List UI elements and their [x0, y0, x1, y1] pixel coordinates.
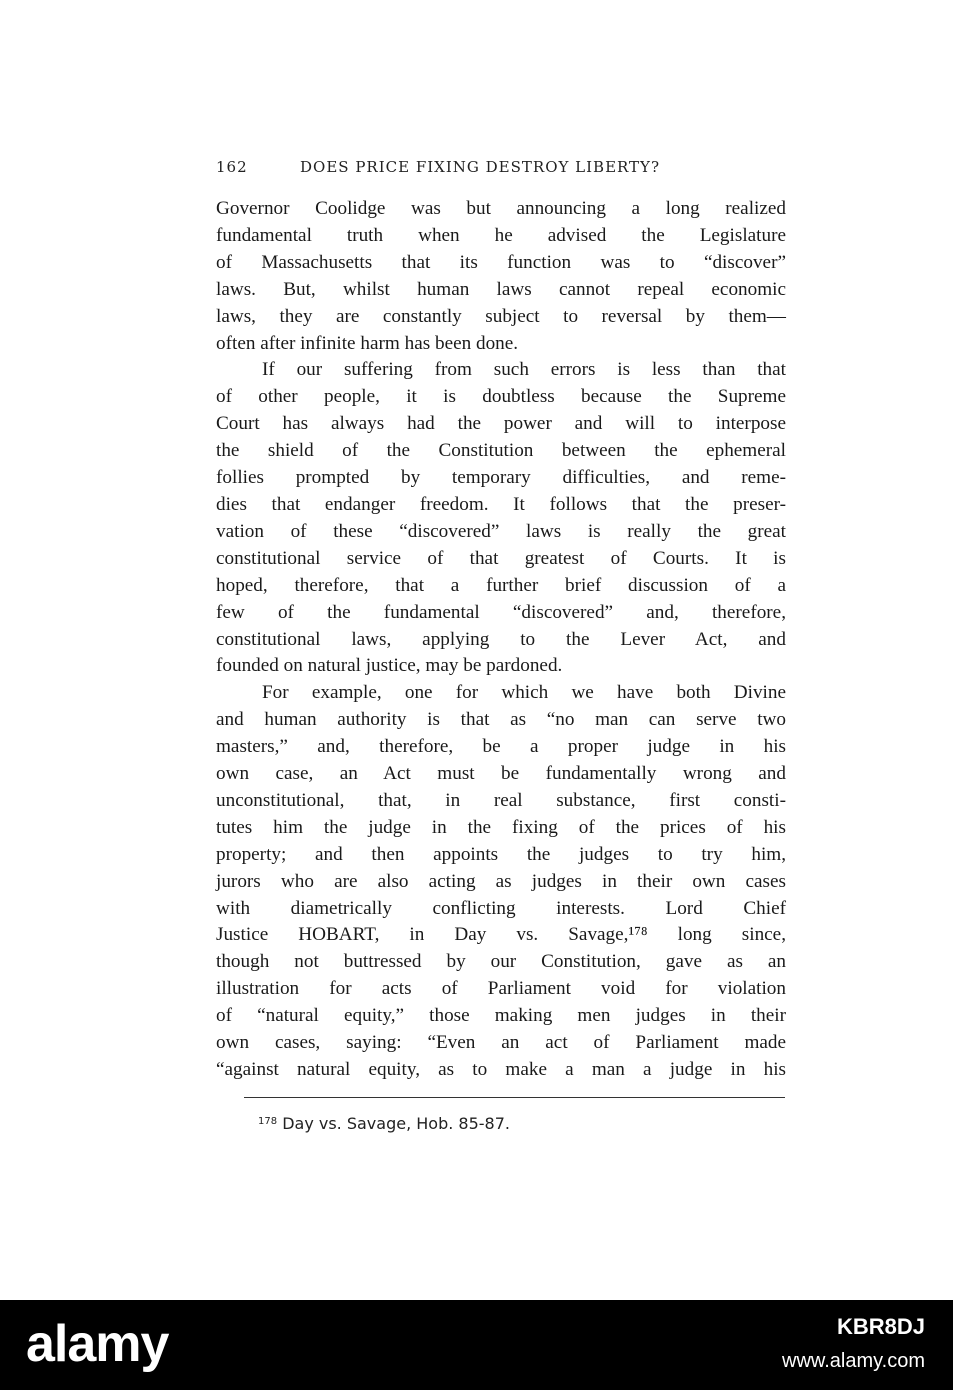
- text-line: follies prompted by temporary difficulties, and reme-: [216, 467, 786, 489]
- text-line: laws, they are constantly subject to reversal by them—: [216, 305, 786, 327]
- image-code: KBR8DJ: [836, 1314, 925, 1339]
- text-line: fundamental truth when he advised the Legislature: [216, 224, 786, 246]
- text-line: “against natural equity, as to make a man a judge in his: [216, 1059, 786, 1080]
- footnote-marker: 178: [258, 1116, 278, 1127]
- running-title: DOES PRICE FIXING DESTROY LIBERTY?: [300, 158, 660, 176]
- text-line: though not buttressed by our Constitution, gave as an: [216, 951, 786, 973]
- text-line: own cases, saying: “Even an act of Parliament made: [216, 1032, 786, 1054]
- text-line: and human authority is that as “no man can serve two: [216, 709, 786, 731]
- text-line: illustration for acts of Parliament void for violation: [216, 978, 786, 1000]
- text-line: dies that endanger freedom. It follows that the preser-: [216, 493, 786, 515]
- footnote-rule: [244, 1097, 785, 1098]
- brand-logo: alamy: [26, 1315, 169, 1373]
- text-line: with diametrically conflicting interests. Lord Chief: [216, 897, 786, 919]
- watermark-banner: [0, 1300, 953, 1390]
- watermark-url: www.alamy.com: [782, 1350, 925, 1372]
- body-text: [216, 196, 786, 1084]
- text-line: constitutional laws, applying to the Lever Act, and: [216, 628, 786, 650]
- paragraph-2: [216, 357, 786, 680]
- footnote-text: Day vs. Savage, Hob. 85-87.: [282, 1114, 510, 1133]
- text-line: Governor Coolidge was but announcing a long realized: [216, 198, 786, 219]
- text-line: founded on natural justice, may be pardoned.: [216, 655, 563, 677]
- text-line: property; and then appoints the judges to try him,: [216, 843, 786, 865]
- text-line: vation of these “discovered” laws is really the great: [216, 520, 786, 542]
- text-line: the shield of the Constitution between the ephemeral: [216, 440, 786, 462]
- footnote: [258, 1114, 510, 1133]
- text-line: tutes him the judge in the fixing of the prices of his: [216, 816, 786, 838]
- text-line: of other people, it is doubtless because the Supreme: [216, 386, 786, 408]
- running-head: [216, 158, 784, 176]
- text-line: own case, an Act must be fundamentally wrong and: [216, 763, 786, 785]
- text-line: jurors who are also acting as judges in their own cases: [216, 870, 786, 892]
- text-line: masters,” and, therefore, be a proper judge in his: [216, 736, 786, 758]
- text-line: Court has always had the power and will to interpose: [216, 413, 786, 435]
- page-number: 162: [216, 158, 248, 176]
- text-line: few of the fundamental “discovered” and, therefore,: [216, 601, 786, 623]
- text-line: often after infinite harm has been done.: [216, 332, 519, 354]
- text-line: For example, one for which we have both Divine: [262, 682, 786, 704]
- text-line: hoped, therefore, that a further brief discussion of a: [216, 574, 786, 596]
- text-line: of “natural equity,” those making men judges in their: [216, 1005, 786, 1027]
- text-line: If our suffering from such errors is less than that: [262, 359, 786, 381]
- text-line: constitutional service of that greatest of Courts. It is: [216, 547, 786, 569]
- text-line: laws. But, whilst human laws cannot repeal economic: [216, 278, 786, 300]
- paragraph-1: [216, 196, 786, 357]
- text-line: Justice HOBART, in Day vs. Savage,¹⁷⁸ long since,: [216, 924, 786, 946]
- paragraph-3: [216, 680, 786, 1084]
- text-line: of Massachusetts that its function was to “discover”: [216, 251, 786, 273]
- text-line: unconstitutional, that, in real substance, first consti-: [216, 789, 786, 811]
